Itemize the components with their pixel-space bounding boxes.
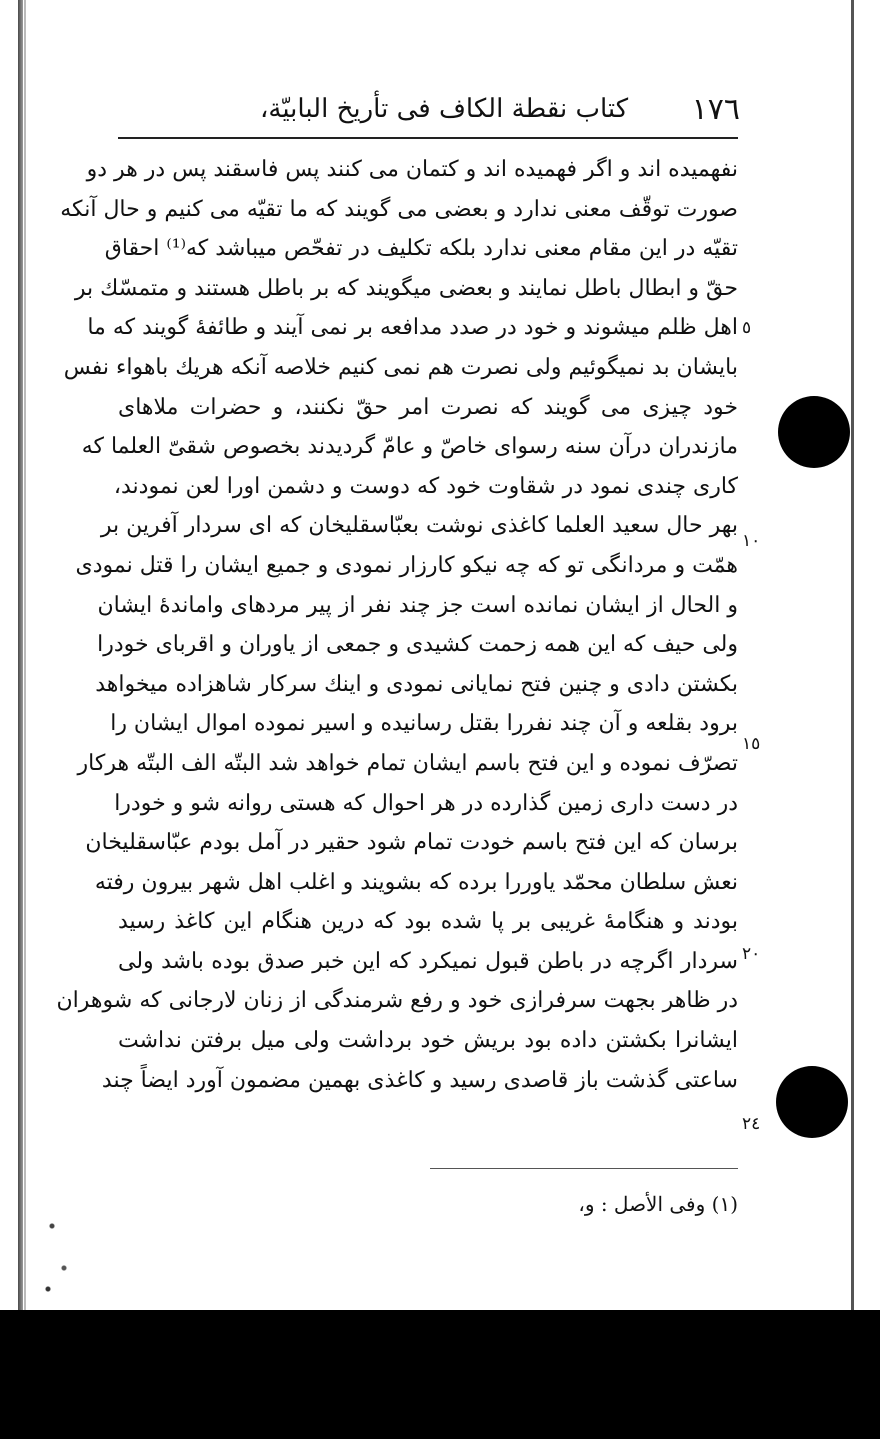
text-line: حقّ و ابطال باطل نمايند و بعضى ميگويند كه بر باطل هستند و متمسّك بر [74,275,738,301]
text-line: ساعتى گذشت باز قاصدى رسيد و كاغذى بهمين مضمون آورد ايضاً چند [101,1067,738,1093]
line-number: ١٥ [742,734,761,754]
text-line: ايشانرا بكشتن داده بود بريش خود برداشت ولى ميل برفتن نداشت [118,1028,738,1054]
line-number: ١٠ [742,531,761,551]
text-line: سردار اگرچه در باطن قبول نميكرد كه اين خبر صدق بوده باشد ولى [118,948,738,974]
footnote: (١) وفى الأصل : و، [578,1192,738,1216]
running-header [120,92,740,132]
binding-edge [18,0,23,1310]
running-title: كتاب نقطة الكاف فى تأريخ البابيّة، [260,94,629,124]
text-line: برود بقلعه و آن چند نفررا بقتل رسانيده و اسير نموده اموال ايشان را [110,711,738,737]
text-line [118,1100,738,1140]
scan-specks [40,1170,80,1310]
header-rule [118,137,738,139]
footnote-rule [430,1168,738,1169]
text-line: تصرّف نموده و اين فتح باسم ايشان تمام خواهد شد البتّه الف البتّه هركار [77,750,738,776]
text-line: بايشان بد نميگوئيم ولى نصرت هم نمى كنيم خلاصه آنكه هريك باهواء نفس [63,354,738,380]
text-line: همّت و مردانگى تو كه چه نيكو كارزار نمودى و جميع ايشان را قتل نمودى [75,552,738,578]
text-line: در دست دارى زمين گذارده در هر احوال كه هستى روانه شو و خودرا [114,790,738,816]
binding-edge-shadow [24,0,26,1310]
text-line: ولى حيف كه اين همه زحمت كشيدى و جمعى از ياوران و اقرباى خودرا [97,632,738,658]
line-number: ٢٠ [742,944,761,964]
text-line: بكشتن دادى و چنين فتح نمايانى نمودى و اينك سركار شاهزاده ميخواهد [95,671,738,697]
text-line: نعش سلطان محمّد ياوررا برده كه بشويند و اغلب اهل شهر بيرون رفته [94,869,738,895]
punch-hole [776,1066,848,1138]
line-number: ٥ [742,318,752,338]
text-line: كارى چندى نمود در شقاوت خود كه دوست و دشمن اورا لعن نمودند، [113,473,738,499]
text-line: نفهميده اند و اگر فهميده اند و كتمان مى كنند پس فاسقند پس در هر دو [86,157,738,182]
page-number: ١٧٦ [691,92,740,127]
text-line: در ظاهر بجهت سرفرازى خود و رفع شرمندگى از زنان لارجانى كه شوهران [56,988,738,1014]
body-text [56,150,738,1140]
text-line: تقيّه در اين مقام معنى ندارد بلكه تكليف در تفحّص ميباشد كه⁽¹⁾ احقاق [104,236,738,262]
text-line: برسان كه اين فتح باسم خودت تمام شود حقير در آمل بودم عبّاسقليخان [85,830,738,856]
text-line: بهر حال سعيد العلما كاغذى نوشت بعبّاسقليخان كه اى سردار آفرين بر [100,513,738,539]
text-line: مازندران درآن سنه رسواى خاصّ و عامّ گرديدند بخصوص شقىّ العلما كه [81,434,738,460]
text-line: خود چيزى مى گويند كه نصرت امر حقّ نكنند، و حضرات ملاهاى [118,394,738,420]
text-line: صورت توقّف معنى ندارد و بعضى مى گويند كه ما تقيّه مى كنيم و حال آنكه [60,196,738,222]
text-line: اهل ظلم ميشوند و خود در صدد مدافعه بر نمى آيند و طائفهٔ گويند كه ما [87,315,738,341]
text-line: و الحال از ايشان نمانده است جز چند نفر از پير مردهاى واماندهٔ ايشان [97,592,738,618]
punch-hole [778,396,850,468]
text-line: بودند و هنگامهٔ غريبى بر پا شده بود كه درين هنگام اين كاغذ رسيد [118,909,738,935]
page-edge [851,0,854,1310]
line-number: ٢٤ [742,1114,761,1134]
